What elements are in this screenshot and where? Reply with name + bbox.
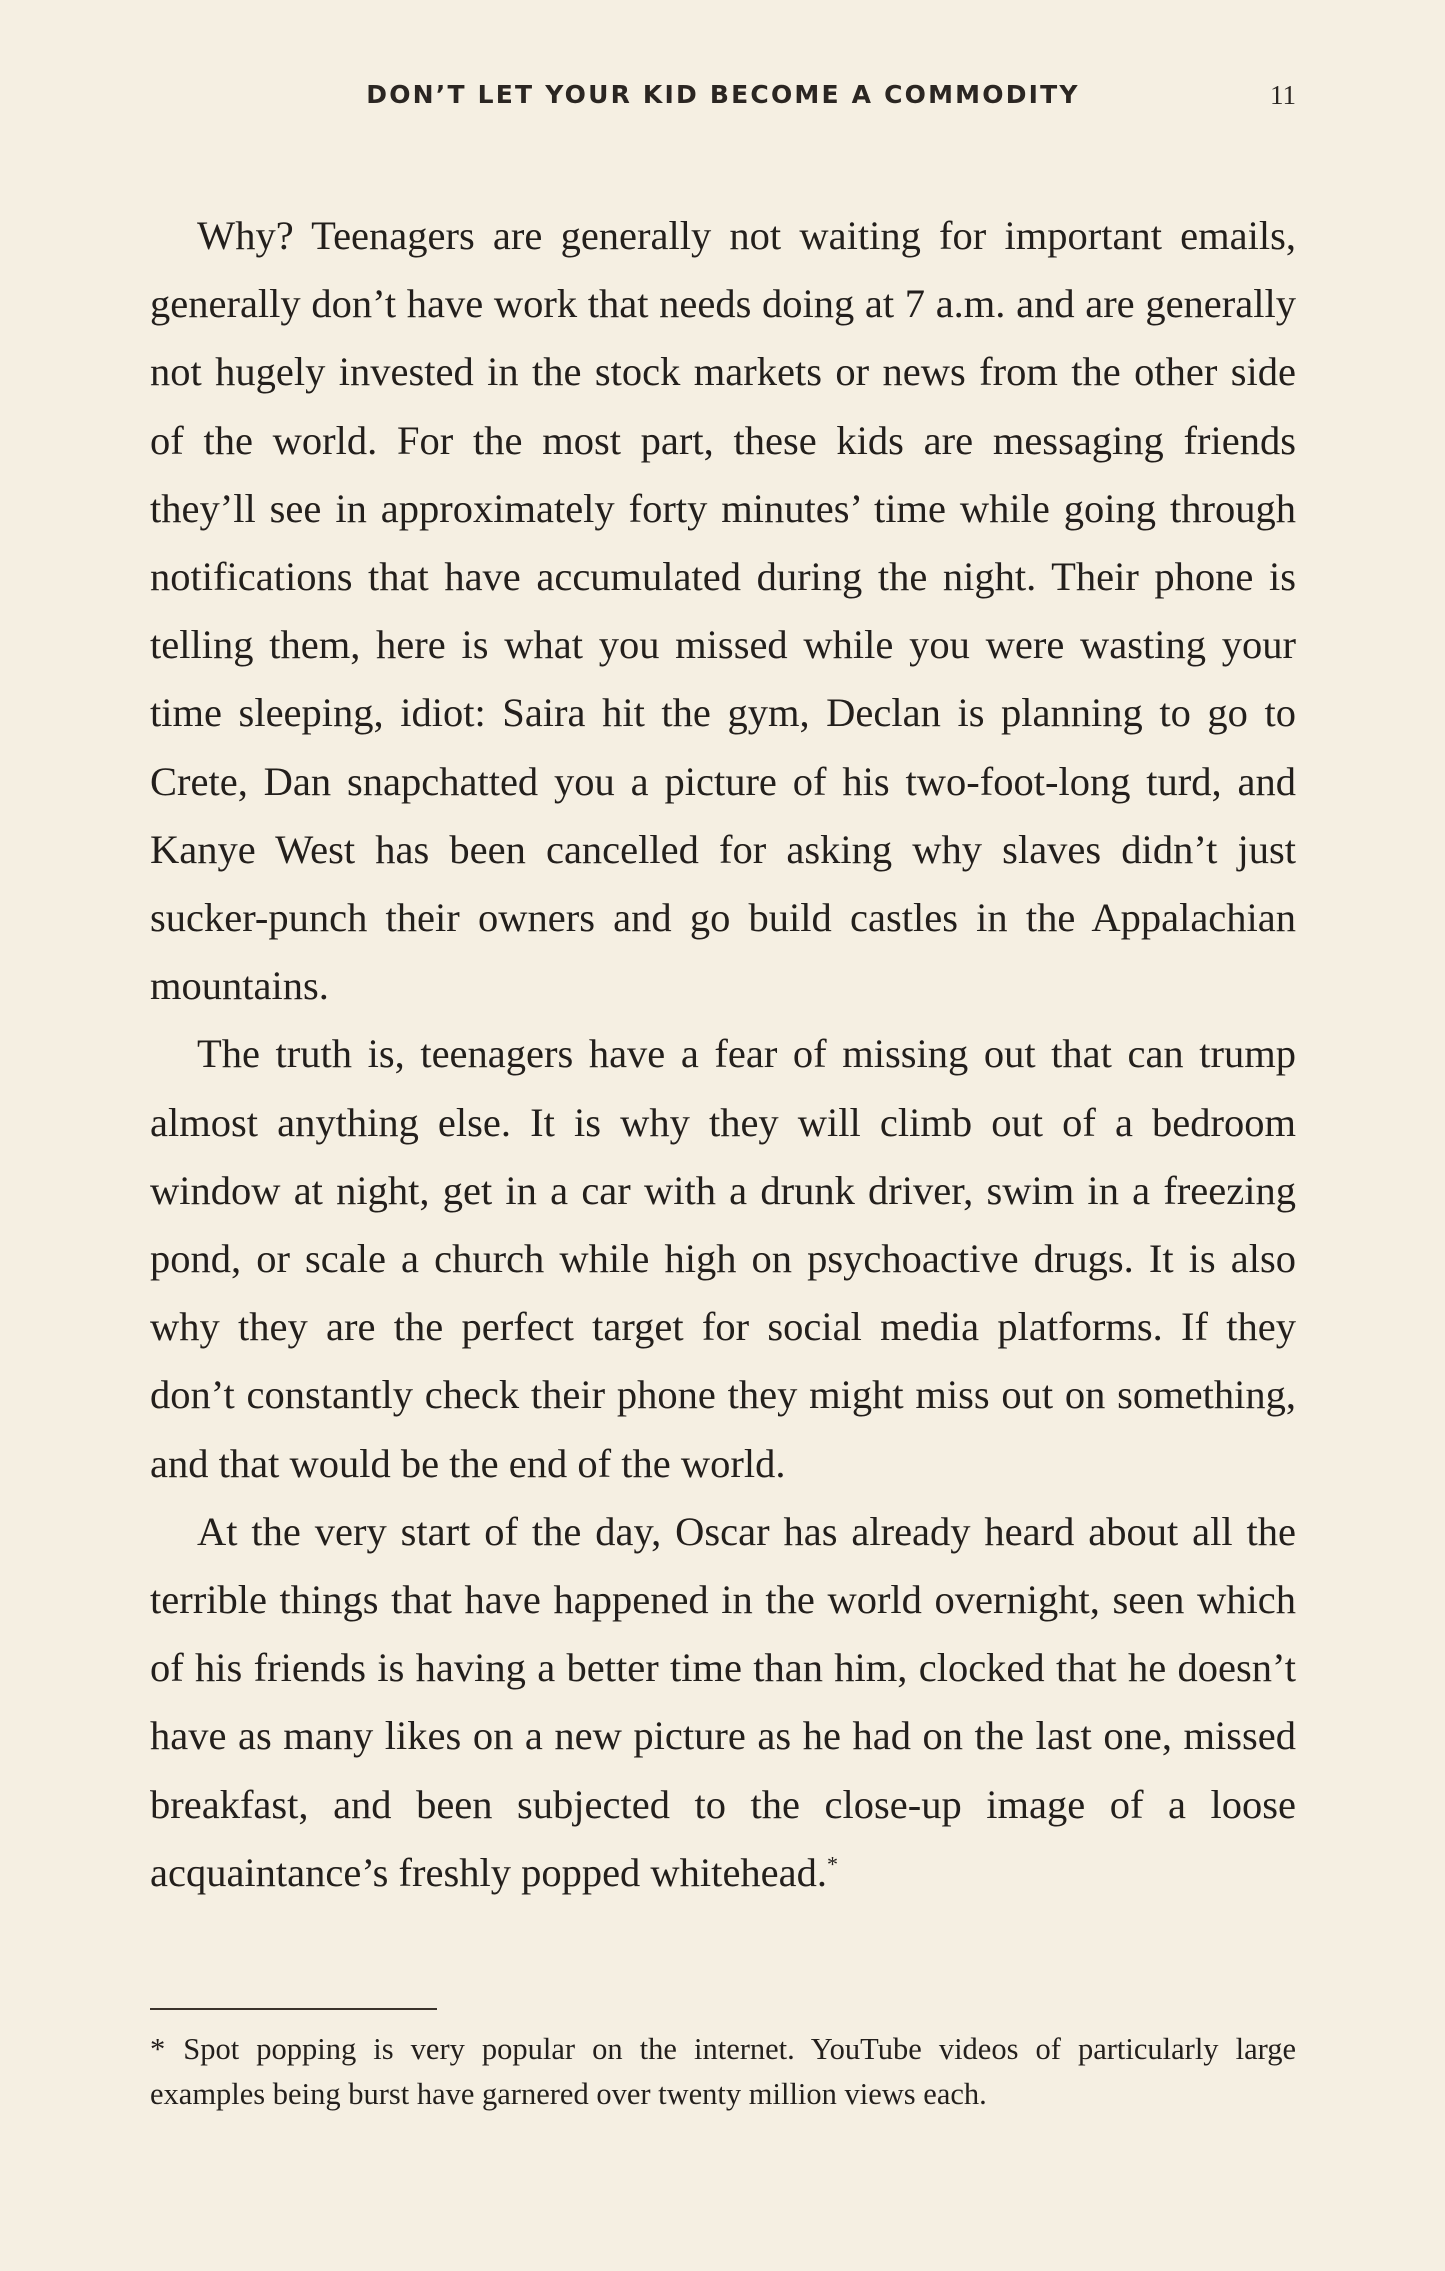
page-number: 11 — [1270, 80, 1296, 110]
footnote-reference-mark: * — [827, 1851, 838, 1877]
footnote-marker: * — [150, 2032, 166, 2066]
body-text — [150, 202, 1296, 1907]
paragraph-3-text: At the very start of the day, Oscar has already heard about all the terrible things that have happened in the world overnight, seen which of his friends is having a better time than him, clocked that he doesn’t have as many likes on a new picture as he had on the last one, missed breakfast, and been subjected to the close-up image of a loose acquaintance’s freshly popped whitehead. — [150, 1508, 1296, 1895]
page-header — [150, 80, 1296, 120]
paragraph-3 — [150, 1498, 1296, 1907]
footnote — [150, 2027, 1296, 2117]
paragraph-1: Why? Teenagers are generally not waiting for important emails, generally don’t have work that needs doing at 7 a.m. and are generally not hugely invested in the stock markets or news from the other side of the world. For the most part, these kids are messaging friends they’ll see in approximately forty minutes’ time while going through notifications that have accumulated during the night. Their phone is telling them, here is what you missed while you were wasting your time sleeping, idiot: Saira hit the gym, Declan is planning to go to Crete, Dan snapchatted you a picture of his two-foot-long turd, and Kanye West has been cancelled for asking why slaves didn’t just sucker-punch their owners and go build castles in the Appalachian mountains. — [150, 213, 1296, 1009]
running-head: DON’T LET YOUR KID BECOME A COMMODITY — [366, 80, 1080, 109]
footnote-text: Spot popping is very popular on the internet. YouTube videos of particularly large examples being burst have garnered over twenty million views each. — [150, 2032, 1296, 2111]
paragraph-2: The truth is, teenagers have a fear of missing out that can trump almost anything else. It is why they will climb out of a bedroom window at night, get in a car with a drunk driver, swim in a freezing pond, or scale a church while high on psychoactive drugs. It is also why they are the perfect target for social media platforms. If they don’t constantly check their phone they might miss out on something, and that would be the end of the world. — [150, 1031, 1296, 1486]
footnote-divider — [150, 2008, 437, 2010]
